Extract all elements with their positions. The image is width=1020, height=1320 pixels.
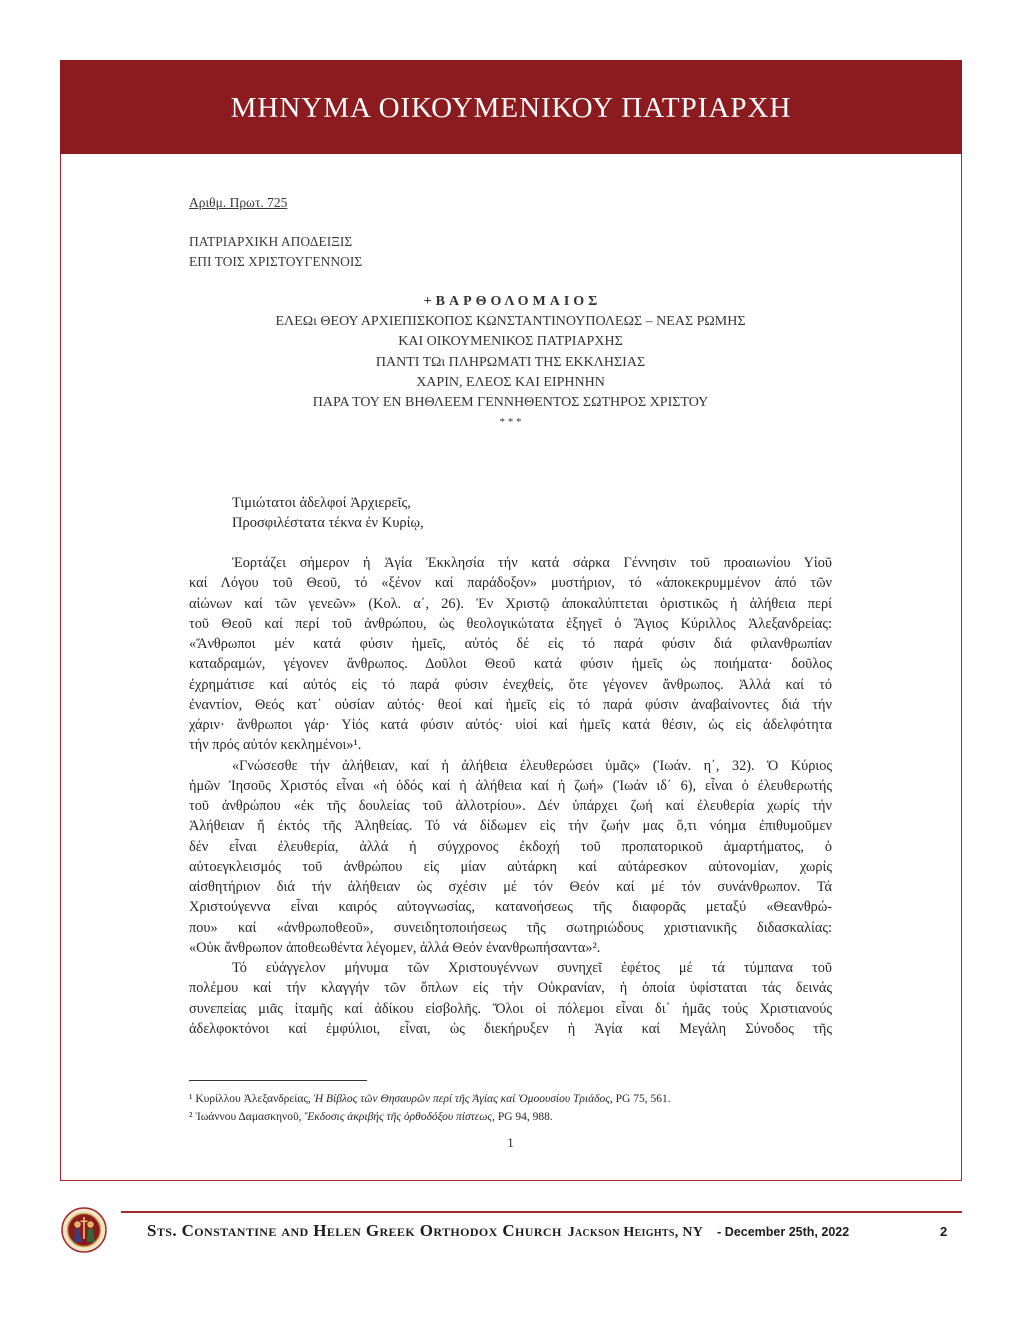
letter-body — [189, 553, 832, 1039]
newsletter-page-number: 2 — [940, 1224, 948, 1239]
letter-heading — [189, 232, 362, 272]
church-seal-icon — [61, 1207, 107, 1253]
sender-line: ΠΑΡΑ ΤΟΥ ΕΝ ΒΗΘΛΕΕΜ ΓΕΝΝΗΘΕΝΤΟΣ ΣΩΤΗΡΟΣ ΧΡΙΣΤΟΥ — [312, 395, 709, 411]
body-line: πολέμου καί τήν κλαγγήν τῶν ὅπλων εἰς τήν Οὐκρανίαν, ἡ ὁποία ὑφίσταται τάς δεινάς — [189, 980, 832, 997]
letter-page-number: 1 — [507, 1135, 514, 1150]
body-line: Τό εὐάγγελον μήνυμα τῶν Χριστουγέννων συνηχεῖ ἐφέτος μέ τά τύμπανα τοῦ — [232, 960, 832, 976]
body-paragraph — [189, 756, 832, 959]
body-line: αἰσθητήριον διά τήν ἀλήθειαν ὡς σχέσιν μέ τόν Θεόν καί μέ τόν συνάνθρωπον. Τά — [189, 879, 832, 895]
body-line: Χριστούγεννα εἶναι καιρός αὐτογνωσίας, κατανοήσεως τῆς διαφορᾶς μεταξύ «Θεανθρώ- — [189, 899, 832, 916]
salutation — [232, 493, 424, 533]
header-band — [60, 60, 962, 154]
page-title: ΜΗΝΥΜΑ ΟΙΚΟΥΜΕΝΙΚΟΥ ΠΑΤΡΙΑΡΧΗ — [230, 91, 792, 124]
footnote — [189, 1108, 832, 1126]
body-line: τήν πρός αὐτόν κεκλημένοι»¹. — [189, 737, 362, 754]
heading-line: ΕΠΙ ΤΟΙΣ ΧΡΙΣΤΟΥΓΕΝΝΟΙΣ — [189, 254, 363, 269]
sender-line: ΕΛΕΩι ΘΕΟΥ ΑΡΧΙΕΠΙΣΚΟΠΟΣ ΚΩΝΣΤΑΝΤΙΝΟΥΠΟΛΕΩΣ – ΝΕΑΣ ΡΩΜΗΣ — [275, 314, 746, 330]
footer-text — [147, 1221, 849, 1241]
body-line: χάριν· ἄνθρωποι γάρ· Υἱός κατά φύσιν αὐτός· υἱοί καί ἡμεῖς κατά θέσιν, ὡς εἰς ἀδελφότητα — [189, 717, 832, 733]
body-line: αἰώνων καί τῶν γενεῶν» (Κολ. α΄, 26). Ἐν Χριστῷ ἀποκαλύπτεται ὁριστικῶς ἡ ἀλήθεια περί — [189, 595, 832, 612]
body-line: αὐτοεγκλεισμός τοῦ ἀνθρώπου εἰς μίαν αὐτάρκη καί αὐτάρεσκον αὐτονομίαν, χωρίς — [189, 858, 832, 875]
body-line: «Οὐκ ἄνθρωπον ἀποθεωθέντα λέγομεν, ἀλλά Θεόν ἐνανθρωπήσαντα»². — [189, 939, 601, 956]
footer-divider — [121, 1211, 962, 1213]
footnote-title: Ἡ Βίβλος τῶν Θησαυρῶν περί τῆς Ἁγίας καί Ὁμοουσίου Τριάδος — [313, 1093, 610, 1105]
separator: * * * — [499, 416, 522, 429]
body-line: ἡμῶν Ἰησοῦς Χριστός εἶναι «ἡ ὁδός καί ἡ ἀλήθεια καί ἡ ζωή» (Ἰωάν ιδ΄ 6), εἶναι ὁ ἐλευθερωτής — [189, 777, 832, 794]
footnote-reference: , PG 94, 988. — [492, 1111, 553, 1123]
footnote-marker: ¹ — [189, 1093, 193, 1105]
salutation-line: Τιμιώτατοι ἀδελφοί Ἀρχιερεῖς, — [232, 495, 411, 511]
body-line: ἀδελφοκτόνοι καί ἐμφύλιοι, εἶναι, ὡς διεκήρυξεν ἡ Ἁγία καί Μεγάλη Σύνοδος τῆς — [189, 1020, 832, 1037]
body-line: Ἀλήθειαν ἤ ἐκτός τῆς Ἀληθείας. Τό νά δίδωμεν εἰς τήν ζωήν μας ὅ,τι νόημα ἐπιθυμοῦμεν — [189, 818, 832, 835]
footnotes — [189, 1090, 832, 1126]
issue-date: - December 25th, 2022 — [717, 1225, 850, 1239]
sender-name: +ΒΑΡΘΟΛΟΜΑΙΟΣ — [423, 294, 602, 309]
protocol-number: Αριθμ. Πρωτ. 725 — [189, 195, 288, 210]
sender-line: ΚΑΙ ΟΙΚΟΥΜΕΝΙΚΟΣ ΠΑΤΡΙΑΡΧΗΣ — [398, 334, 623, 350]
footnote-title: Ἔκδοσις ἀκριβής τῆς ὀρθοδόξου πίστεως — [304, 1111, 493, 1123]
salutation-line: Προσφιλέστατα τέκνα ἐν Κυρίῳ, — [232, 515, 424, 531]
body-line: καταδραμών, γέγονεν ἄνθρωπος. Δοῦλοι Θεοῦ κατά φύσιν ἡμεῖς ὡς ποιήματα· δοῦλος — [189, 656, 832, 673]
footnote-marker: ² — [189, 1111, 193, 1123]
body-line: που» καί «ἀνθρωποθεοῦ», συνειδητοποιήσεως τῆς σωτηριώδους χριστιανικῆς διδασκαλίας: — [189, 919, 832, 936]
church-location: Jackson Heights, NY — [567, 1225, 704, 1240]
footnote-reference: , PG 75, 561. — [609, 1093, 671, 1105]
sender-block — [189, 292, 832, 431]
body-line: τοῦ ἀνθρώπου «ἐκ τῆς δουλείας τοῦ ἀλλοτρίου». Δέν ὑπάρχει ζωή καί ἐλευθερία χωρίς τήν — [189, 798, 832, 814]
body-line: ἐχρημάτισε καί αὐτός εἰς τό παρά φύσιν ἐνεχθείς, ὅτε γέγονεν ἄνθρωπος. Ἀλλά καί τό — [189, 676, 832, 693]
body-line: Ἑορτάζει σήμερον ἡ Ἁγία Ἐκκλησία τήν κατά σάρκα Γέννησιν τοῦ προαιωνίου Υἱοῦ — [232, 555, 832, 571]
body-line: «Γνώσεσθε τήν ἀλήθειαν, καί ἡ ἀλήθεια ἐλευθερώσει ὑμᾶς» (Ἰωάν. η΄, 32). Ὁ Κύριος — [232, 757, 832, 774]
footnote-author: Ἰωάννου Δαμασκηνοῦ, — [195, 1111, 302, 1123]
footnote-divider — [189, 1080, 367, 1081]
heading-line: ΠΑΤΡΙΑΡΧΙΚΗ ΑΠΟΔΕΙΞΙΣ — [189, 234, 353, 249]
church-name: Sts. Constantine and Helen Greek Orthodox Church — [147, 1221, 562, 1240]
body-line: ἐναντίον, Θεός κατ᾿ οὐσίαν αὐτός· θεοί καί ἡμεῖς εἰς τό παρά φύσιν ἀναβαίνοντες διά τήν — [189, 696, 832, 713]
body-line: δέν εἶναι ἐλευθερία, ἀλλά ἡ σύγχρονος ἐκδοχή τοῦ προπατορικοῦ ἁμαρτήματος, ὁ — [189, 838, 832, 855]
body-paragraph — [189, 958, 832, 1039]
body-line: καί Λόγου τοῦ Θεοῦ, τό «ξένον καί παράδοξον» μυστήριον, τό «ἀποκεκρυμμένον ἀπό τῶν — [189, 575, 832, 592]
body-line: συνεπείας μιᾶς ἰταμῆς καί ἀδίκου εἰσβολῆς. Ὅλοι οἱ πόλεμοι εἶναι δι᾿ ἡμᾶς τούς Χριστιανούς — [189, 1000, 832, 1017]
sender-line: ΠΑΝΤΙ ΤΩι ΠΛΗΡΩΜΑΤΙ ΤΗΣ ΕΚΚΛΗΣΙΑΣ — [375, 354, 646, 370]
sender-line: ΧΑΡΙΝ, ΕΛΕΟΣ ΚΑΙ ΕΙΡΗΝΗΝ — [416, 374, 605, 390]
body-paragraph — [189, 553, 832, 756]
body-line: «Ἄνθρωποι μέν κατά φύσιν ἡμεῖς, αὐτός δέ εἰς τό παρά φύσιν διά φιλανθρωπίαν — [189, 636, 832, 652]
body-line: τοῦ Θεοῦ καί περί τοῦ ἀνθρώπου, ὡς θεολογικώτατα ἐξηγεῖ ὁ Ἅγιος Κύριλλος Ἀλεξανδρείας: — [189, 615, 832, 632]
footnote-author: Κυρίλλου Ἀλεξανδρείας, — [195, 1093, 311, 1105]
footnote — [189, 1090, 832, 1108]
